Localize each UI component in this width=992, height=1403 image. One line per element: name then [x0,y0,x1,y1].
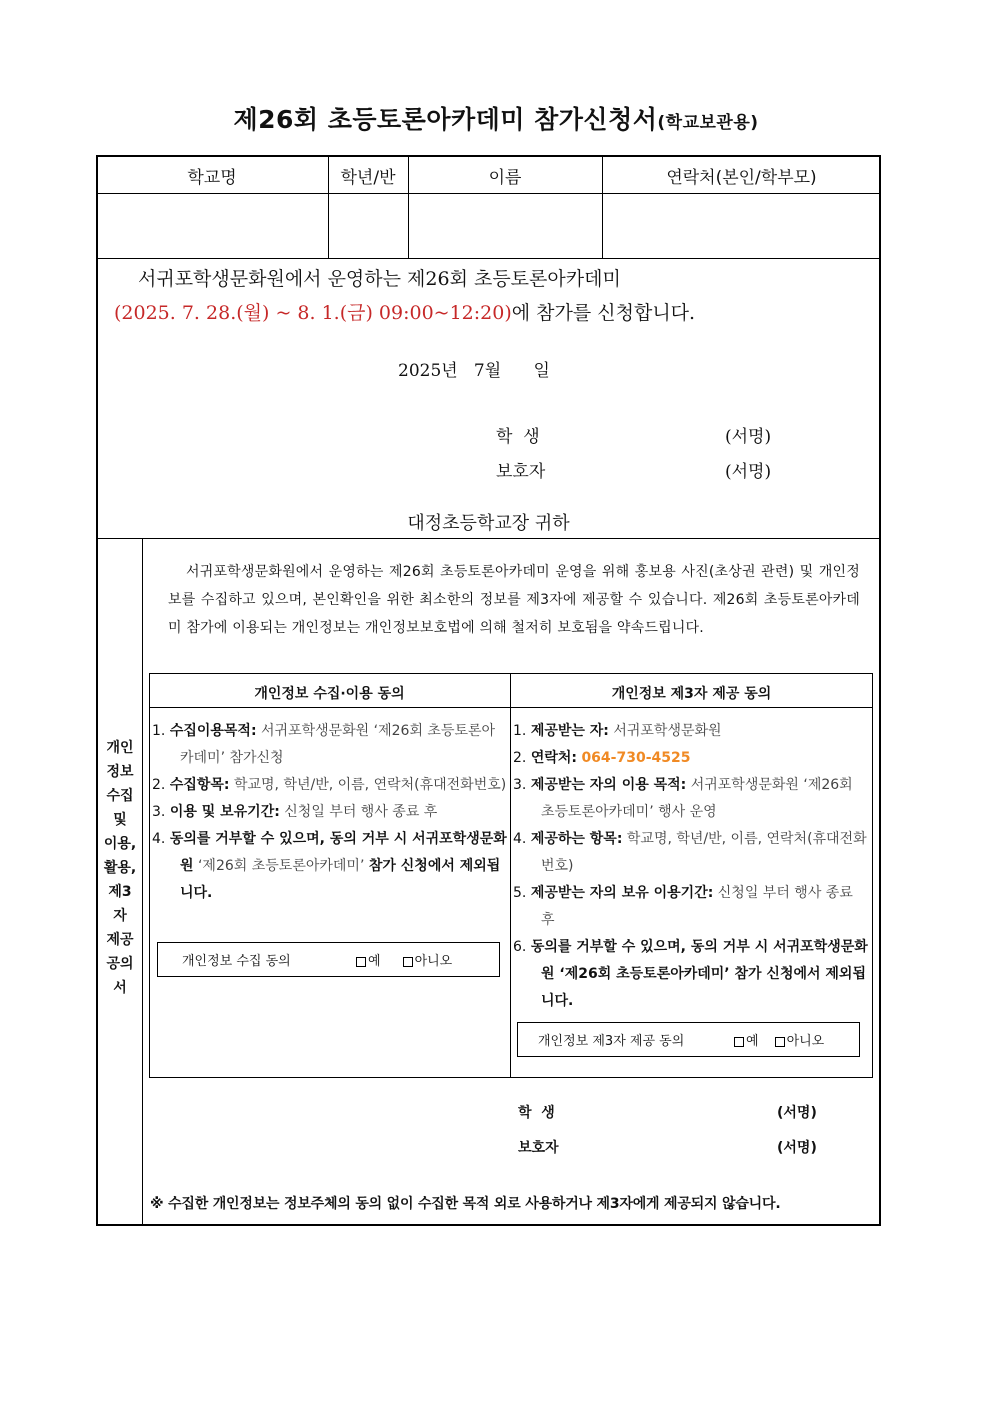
collection-consent-yes[interactable]: 예 [356,950,381,969]
collection-consent-box [157,942,500,977]
form-title [0,100,992,136]
side-label-line: 정보 [106,764,134,780]
third-party-item: 6. 동의를 거부할 수 있으며, 동의 거부 시 서귀포학생문화원 ‘제26회 초등토론아카데미’ 참가 신청에서 제외됩니다. [513,939,868,1009]
side-label-line: 자 [113,908,127,924]
privacy-guardian-signature[interactable]: (서명) [777,1140,817,1156]
third-party-item: 3. 제공받는 자의 이용 목적: 서귀포학생문화원 ‘제26회 초등토론아카데미’ 행사 운영 [513,777,853,820]
privacy-student-label: 학 생 [518,1105,555,1121]
header-row-divider [96,193,881,194]
collection-consent-label: 개인정보 수집 동의 [182,954,291,969]
form-title-main: 제26회 초등토론아카데미 참가신청서 [233,105,658,134]
consent-column-divider [510,673,511,1078]
third-party-consent-no[interactable]: 아니오 [775,1030,825,1049]
contact-cell[interactable] [604,195,879,257]
privacy-student-signature[interactable]: (서명) [777,1105,817,1121]
third-party-consent-yes[interactable]: 예 [734,1030,759,1049]
declaration-suffix: 에 참가를 신청합니다. [511,302,696,324]
privacy-side-label [98,736,142,1000]
side-label-line: 활용, [103,860,137,876]
side-label-line: 제3 [108,884,132,900]
header-school: 학교명 [187,168,237,188]
declaration-line1: 서귀포학생문화원에서 운영하는 제26회 초등토론아카데미 [138,268,621,290]
privacy-notice: ※ 수집한 개인정보는 정보주체의 동의 없이 수집한 목적 외로 사용하거나 제3자에게 제공되지 않습니다. [150,1196,781,1212]
header-name: 이름 [488,168,522,188]
form-title-sub: (학교보관용) [657,113,759,133]
collection-item: 1. 수집이용목적: 서귀포학생문화원 ‘제26회 초등토론아카데미’ 참가신청 [152,723,496,766]
checkbox-icon [403,957,413,967]
application-date: 2025년 7월 일 [398,361,550,381]
third-party-item: 1. 제공받는 자: 서귀포학생문화원 [513,723,722,739]
checkbox-icon [356,957,366,967]
table-bottom-divider [96,258,881,259]
side-column-divider [142,538,143,1226]
side-label-line: 서 [113,980,127,996]
guardian-signature[interactable]: (서명) [725,462,772,482]
privacy-intro: 서귀포학생문화원에서 운영하는 제26회 초등토론아카데미 운영을 위해 홍보용 사진(초상권 관련) 및 개인정보를 수집하고 있으며, 본인확인을 위한 최소한의 정보를 제3자에 제공할 수 있습니다. 제26회 초등토론아카데미 참가에 이용되는 개인정보는 개인정보보호법에 의해 철저히 보호됨을 약속드립니다. [168,564,860,636]
side-label-line: 개인 [106,740,134,756]
guardian-label: 보호자 [496,462,546,482]
privacy-guardian-label: 보호자 [518,1140,559,1156]
header-contact: 연락처(본인/학부모) [666,168,817,188]
side-label-line: 수집 [106,788,134,804]
checkbox-icon [734,1037,744,1047]
collection-consent-no[interactable]: 아니오 [403,950,453,969]
header-grade-class: 학년/반 [340,168,396,188]
student-signature[interactable]: (서명) [725,427,772,447]
third-party-item: 2. 연락처: 064-730-4525 [513,750,691,766]
collection-item: 3. 이용 및 보유기간: 신청일 부터 행사 종료 후 [152,804,438,820]
third-party-consent-box [517,1022,860,1057]
school-name-cell[interactable] [98,195,327,257]
grade-class-cell[interactable] [330,195,407,257]
declaration-line2 [114,298,695,325]
third-party-items [513,718,870,1015]
third-party-item: 5. 제공받는 자의 보유 이용기간: 신청일 부터 행사 종료 후 [513,885,853,928]
side-label-line: 제공 [106,932,134,948]
collection-consent-header: 개인정보 수집·이용 동의 [254,686,405,702]
collection-items [152,718,508,907]
third-party-consent-header: 개인정보 제3자 제공 동의 [611,686,772,702]
side-label-line: 공의 [106,956,134,972]
name-cell[interactable] [410,195,601,257]
student-label: 학 생 [496,427,540,447]
collection-item: 2. 수집항목: 학교명, 학년/반, 이름, 연락처(휴대전화번호) [152,777,507,793]
side-label-line: 이용, [103,836,137,852]
consent-header-divider [149,707,873,708]
checkbox-icon [775,1037,785,1047]
third-party-item: 4. 제공하는 항목: 학교명, 학년/반, 이름, 연락처(휴대전화번호) [513,831,867,874]
side-label-line: 및 [113,812,127,828]
event-period: (2025. 7. 28.(월) ~ 8. 1.(금) 09:00~12:20) [114,302,512,324]
recipient: 대정초등학교장 귀하 [407,513,570,534]
declaration-bottom-divider [96,538,881,539]
collection-item: 4. 동의를 거부할 수 있으며, 동의 거부 시 서귀포학생문화원 ‘제26회 초등토론아카데미’ 참가 신청에서 제외됩니다. [152,831,507,901]
third-party-consent-label: 개인정보 제3자 제공 동의 [538,1034,685,1049]
